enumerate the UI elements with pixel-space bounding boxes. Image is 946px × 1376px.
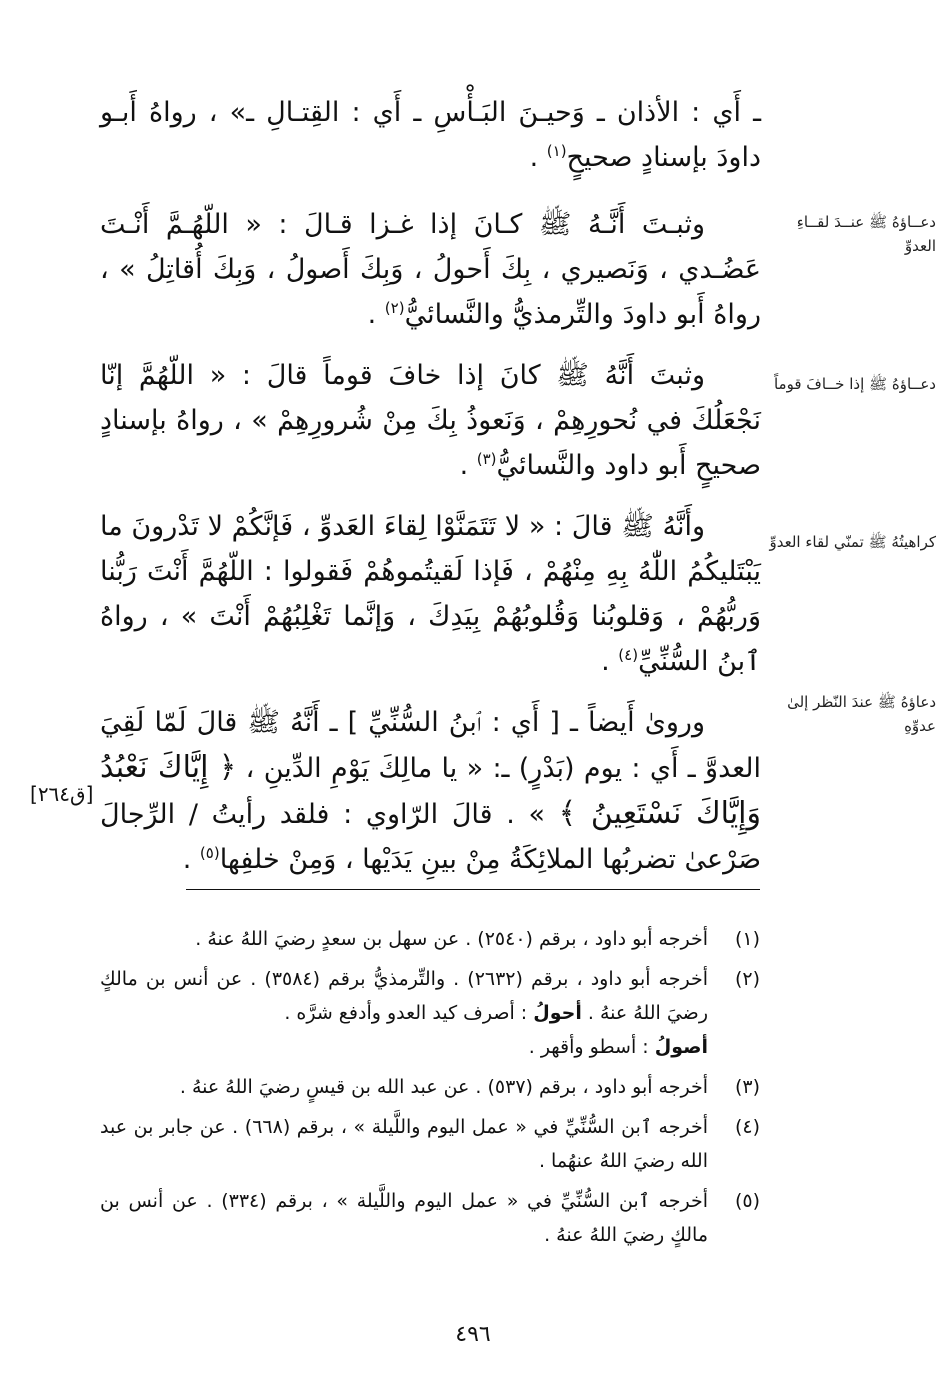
paragraph-2-tail: . (367, 299, 385, 330)
footnote-1 (100, 922, 760, 956)
footnote-number: (١) (734, 928, 760, 950)
footnote-2-source: أخرجه أبو داود ، برقم (٢٦٣٢) . والتِّرمذيُّ برقم (٣٥٨٤) . عن أنس بن مالكٍ رضيَ اللهُ عنهُ . (100, 968, 708, 1024)
footnote-2-term-1: أحولُ (533, 1002, 582, 1024)
footnote-4 (100, 1110, 760, 1178)
footnote-2-definition-1: : أصرف كيد العدو وأدفع شرَّه . (284, 1002, 534, 1024)
page-number: ٤٩٦ (455, 1322, 491, 1347)
paragraph-4-text: وأَنَّهُ ﷺ قالَ : « لا تَتَمَنَّوْا لِقاءَ العَدوِّ ، فَإنَّكُمْ لا تَدْرونَ ما يَبْتَليكُمُ اللّٰهُ بِهِ مِنْهُمْ ، فَإذا لَقيتُموهُمْ فَقولوا : اللّهُمَّ أَنْتَ رَبُّنا وَربُّهُمْ ، وَقلوبُنا وَقُلوبُهُمْ بِيَدِكَ ، وَإنَّما تَغْلِبُهُمْ أَنْتَ » ، رواهُ ٱبنُ السُّنِّيِّ (100, 511, 761, 677)
footnote-number: (٥) (734, 1190, 760, 1212)
paragraph-2-text: وثبـتَ أَنَّـهُ ﷺ كـانَ إذا غـزا قـالَ : « اللّهُـمَّ أَنْـتَ عَضُـدي ، وَنَصيري ، بِكَ أَحولُ ، وَبِكَ أَصولُ ، وَبِكَ أُقاتِلُ » ، رواهُ أَبو داودَ والتِّرمذيُّ والنَّسائيُّ (100, 209, 761, 330)
paragraph-4 (100, 504, 761, 684)
paragraph-3-text: وثبتَ أَنَّهُ ﷺ كانَ إذا خافَ قوماً قالَ : « اللّهُمَّ إنّا نَجْعَلُكَ في نُحورِهِمْ ، وَنَعوذُ بِكَ مِنْ شُرورِهِمْ » ، رواهُ بإسنادٍ صحيحٍ أَبو داود والنَّسائيُّ (100, 360, 761, 481)
paragraph-2 (100, 202, 761, 337)
footnote-number: (٢) (734, 968, 760, 990)
footnote-text: أخرجه ٱبن السُّنِّيِّ في « عمل اليوم واللَّيلة » ، برقم (٣٣٤) . عن أنس بن مالكٍ رضيَ اللهُ عنهُ . (100, 1190, 708, 1246)
footnote-text: أخرجه أبو داود ، برقم (٢٥٤٠) . عن سهل بن سعدٍ رضيَ اللهُ عنهُ . (195, 928, 708, 950)
quran-verse: ﴿ إِيَّاكَ نَعْبُدُ وَإِيَّاكَ نَسْتَعِينُ ﴾ (100, 750, 761, 831)
paragraph-4-tail: . (601, 646, 619, 677)
paragraph-1 (100, 90, 761, 180)
footnote-ref-3[interactable]: (٣) (476, 450, 497, 468)
footnote-ref-4[interactable]: (٤) (618, 646, 639, 664)
manuscript-folio-marker: [ق٢٦٤] (30, 782, 94, 806)
footnote-5 (100, 1184, 760, 1252)
footnote-3 (100, 1070, 760, 1104)
footnote-text: أخرجه أبو داود ، برقم (٥٣٧) . عن عبد الله بن قيسٍ رضيَ اللهُ عنهُ . (179, 1076, 708, 1098)
paragraph-3-tail: . (459, 450, 477, 481)
side-note-wishing-encounter: كراهيتُهُ ﷺ تمنّي لقاء العدوِّ (769, 533, 936, 551)
paragraph-5-text-a: وروىٰ أَيضاً ـ [ أَي : ٱبنُ السُّنِّيِّ ] ـ أَنَّهُ ﷺ قالَ لَمّا لَقِيَ العدوَّ ـ أَي : يوم (بَدْرٍ) ـ: « يا مالِكَ يَوْمِ الدِّينِ ، (100, 707, 762, 784)
paragraph-5-text-b: » . قالَ الرّاوي : فلقد رأيتُ / الرِّجالَ صَرْعىٰ تضربُها الملائِكَةُ مِنْ بينِ يَدَيْها ، وَمِنْ خلفِها (100, 799, 761, 875)
paragraph-5-tail: . (182, 844, 200, 875)
side-note-enemy-encounter: دعــاؤهُ ﷺ عنــدَ لقــاءِ العدوِّ (796, 213, 936, 255)
footnote-separator (186, 889, 760, 890)
footnote-text: أخرجه ٱبن السُّنِّيِّ في « عمل اليوم واللَّيلة » ، برقم (٦٦٨) . عن جابر بن عبد الله رضيَ اللهُ عنهُما . (100, 1116, 708, 1172)
side-note-looking-at-enemy: دعاؤهُ ﷺ عندَ النّظر إلىٰ عدوِّهِ (787, 693, 936, 735)
footnote-2-definition-2: : أسطو وأقهر . (528, 1036, 655, 1058)
footnotes-section (100, 922, 760, 1258)
footnote-number: (٤) (734, 1116, 760, 1138)
footnote-text (100, 962, 708, 1064)
side-note-fear-of-people: دعــاؤهُ ﷺ إذا خــافَ قوماً (773, 375, 936, 393)
footnote-ref-1[interactable]: (١) (546, 142, 567, 160)
paragraph-3 (100, 353, 761, 488)
paragraph-5 (100, 700, 761, 882)
footnote-ref-5[interactable]: (٥) (199, 844, 220, 862)
footnote-2 (100, 962, 760, 1064)
paragraph-1-tail: . (529, 142, 547, 173)
footnote-number: (٣) (734, 1076, 760, 1098)
main-text (100, 90, 761, 898)
footnote-2-term-2: أصولُ (654, 1036, 708, 1058)
paragraph-1-text: ـ أَي : الأذان ـ وَحيـنَ البَـأْسِ ـ أَي : القِتـالِ ـ» ، رواهُ أَبـو داودَ بإسنادٍ صحيحٍ (100, 97, 761, 173)
footnote-ref-2[interactable]: (٢) (384, 299, 405, 317)
